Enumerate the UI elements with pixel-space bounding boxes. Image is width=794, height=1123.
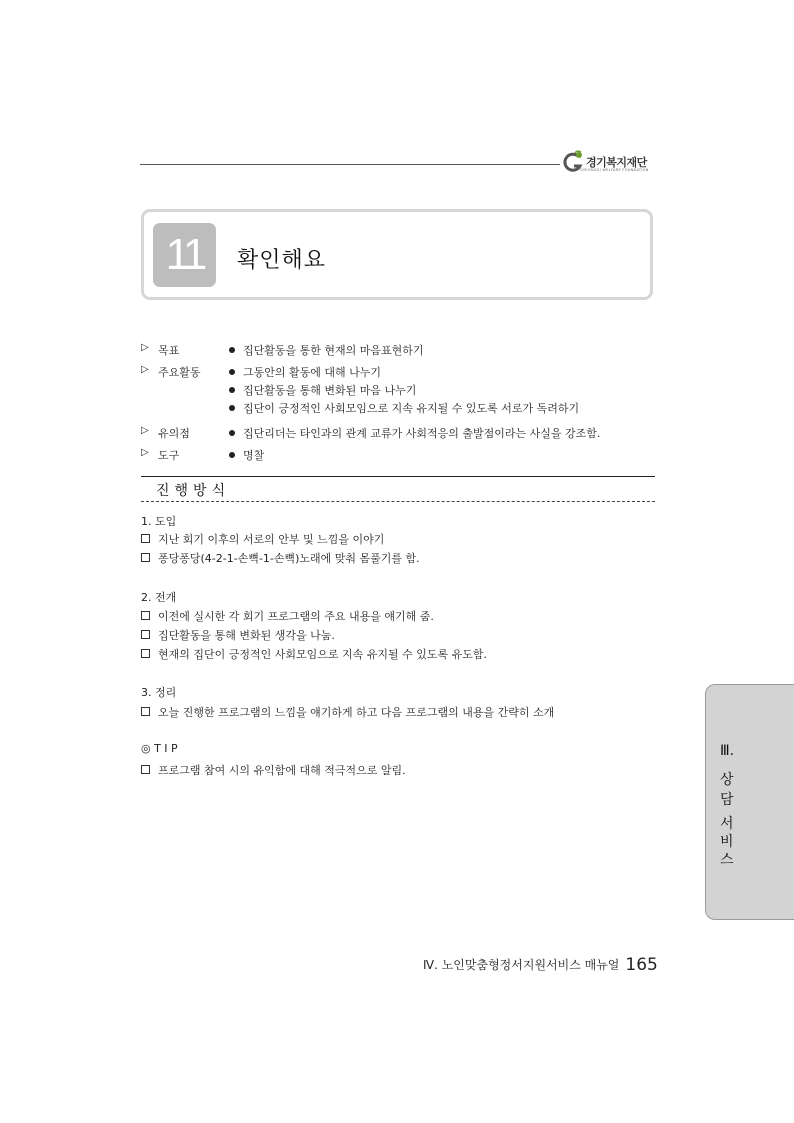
bullet-icon: [229, 369, 235, 375]
triangle-right-icon: ▷: [141, 447, 149, 458]
goal-item: 집단활동을 통한 현재의 마음표현하기: [229, 342, 424, 358]
activities-label: 주요활동: [158, 366, 201, 379]
list-item: 집단활동을 통해 변화된 생각을 나눔.: [141, 627, 335, 643]
notes-item: 집단리더는 타인과의 관계 교류가 사회적응의 출발점이라는 사실을 강조함.: [229, 425, 600, 441]
list-item: 지난 회기 이후의 서로의 안부 및 느낌을 이야기: [141, 531, 384, 547]
list-item: 현재의 집단이 긍정적인 사회모임으로 지속 유지될 수 있도록 유도함.: [141, 646, 487, 662]
list-item: 이전에 실시한 각 회기 프로그램의 주요 내용을 얘기해 줌.: [141, 608, 434, 624]
activities-item: 집단활동을 통해 변화된 마음 나누기: [229, 382, 416, 398]
page-number: 165: [625, 955, 658, 975]
session-number: 11: [153, 223, 216, 287]
chapter-char: 상: [720, 772, 734, 788]
footer-text: Ⅳ. 노인맞춤형정서지원서비스 매뉴얼: [423, 958, 620, 972]
bullet-icon: [229, 452, 235, 458]
bullet-icon: [229, 347, 235, 353]
triangle-right-icon: ▷: [141, 425, 149, 436]
checkbox-square-icon: [141, 649, 150, 658]
list-item: 프로그램 참여 시의 유익함에 대해 적극적으로 알림.: [141, 762, 406, 778]
tools-item: 명찰: [229, 447, 264, 463]
section-dotted-rule: [141, 501, 655, 502]
list-item: 오늘 진행한 프로그램의 느낌을 얘기하게 하고 다음 프로그램의 내용을 간략히 소개: [141, 704, 554, 720]
list-item: 퐁당퐁당(4-2-1-손뼉-1-손뼉)노래에 맞춰 몸풀기를 함.: [141, 550, 420, 566]
develop-heading: 2. 전개: [141, 591, 177, 604]
foundation-name-en: GYEONGGI WELFARE FOUNDATION: [580, 168, 649, 172]
chapter-char: 담: [720, 792, 734, 808]
triangle-right-icon: ▷: [141, 342, 149, 353]
bullet-icon: [229, 430, 235, 436]
session-title-box: [141, 209, 653, 300]
chapter-char: 서: [720, 816, 734, 832]
activities-item: 그동안의 활동에 대해 나누기: [229, 364, 381, 380]
chapter-side-tab: [705, 684, 794, 920]
header-rule: [140, 164, 560, 165]
chapter-number: Ⅲ.: [720, 743, 735, 759]
bullet-icon: [229, 387, 235, 393]
tools-label: 도구: [158, 449, 180, 462]
notes-label: 유의점: [158, 427, 190, 440]
section-top-rule: [141, 476, 655, 477]
checkbox-square-icon: [141, 630, 150, 639]
triangle-right-icon: ▷: [141, 364, 149, 375]
checkbox-square-icon: [141, 534, 150, 543]
activities-item: 집단이 긍정적인 사회모임으로 지속 유지될 수 있도록 서로가 독려하기: [229, 400, 579, 416]
tip-heading: ◎ T I P: [141, 742, 178, 755]
checkbox-square-icon: [141, 553, 150, 562]
chapter-char: 비: [720, 834, 734, 850]
bullet-icon: [229, 405, 235, 411]
goal-label: 목표: [158, 344, 180, 357]
chapter-char: 스: [720, 852, 734, 868]
session-title: 확인해요: [237, 248, 327, 273]
wrap-heading: 3. 정리: [141, 686, 177, 699]
foundation-name: 경기복지재단: [586, 156, 647, 169]
checkbox-square-icon: [141, 765, 150, 774]
foundation-logo: [562, 150, 660, 176]
page-footer: [423, 955, 658, 975]
intro-heading: 1. 도입: [141, 515, 177, 528]
checkbox-square-icon: [141, 611, 150, 620]
section-title: 진행방식: [156, 483, 231, 499]
checkbox-square-icon: [141, 707, 150, 716]
